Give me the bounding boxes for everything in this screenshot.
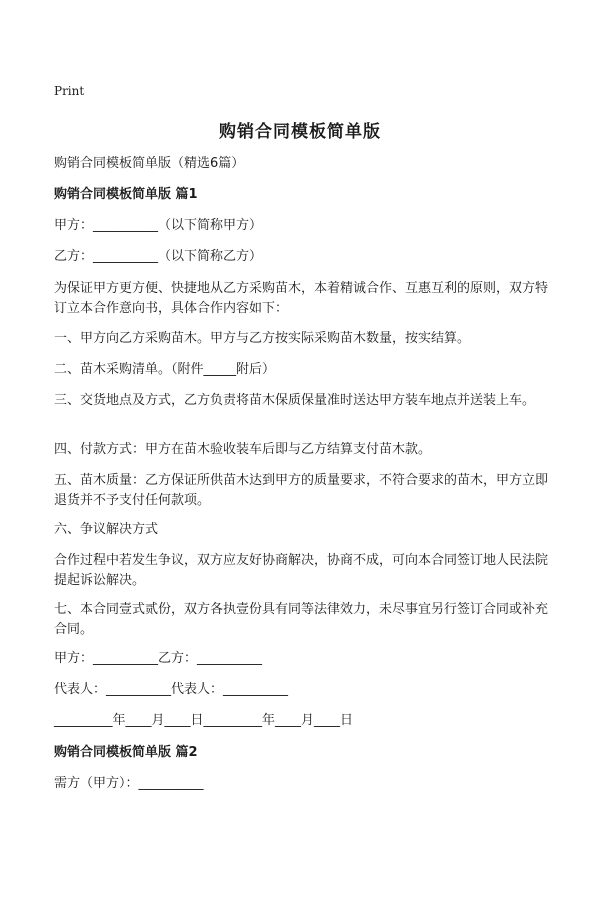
- party-a-line: 甲方：__________（以下简称甲方）: [54, 218, 263, 233]
- clause-3: 三、交货地点及方式，乙方负责将苗木保质保量准时送达甲方装车地点并送装上车。: [54, 393, 536, 408]
- intro-paragraph: 为保证甲方更方便、快捷地从乙方采购苗木，本着精诚合作、互惠互利的原则，双方特订立本合作意向书，具体合作内容如下：: [54, 281, 549, 316]
- signature-representatives: 代表人：__________代表人：__________: [54, 682, 289, 697]
- section-heading-2: 购销合同模板简单版 篇2: [54, 745, 198, 760]
- signature-parties: 甲方：__________乙方：__________: [54, 651, 263, 666]
- print-link[interactable]: Print: [54, 84, 85, 98]
- section-heading-1: 购销合同模板简单版 篇1: [54, 187, 198, 202]
- signature-dates: _________年____月____日_________年____月____日: [54, 713, 354, 728]
- buyer-line: 需方（甲方）：__________: [54, 776, 204, 791]
- party-b-line: 乙方：__________（以下简称乙方）: [54, 249, 263, 264]
- clause-2: 二、苗木采购清单。（附件_____附后）: [54, 362, 276, 377]
- document-title: 购销合同模板简单版: [219, 122, 381, 142]
- document-subtitle: 购销合同模板简单版（精选6篇）: [54, 156, 245, 171]
- clause-6-heading: 六、争议解决方式: [54, 522, 159, 537]
- clause-6-body: 合作过程中若发生争议，双方应友好协商解决，协商不成，可向本合同签订地人民法院提起诉讼解决。: [54, 553, 549, 588]
- clause-4: 四、付款方式：甲方在苗木验收装车后即与乙方结算支付苗木款。: [54, 442, 432, 457]
- clause-1: 一、甲方向乙方采购苗木。甲方与乙方按实际采购苗木数量，按实结算。: [54, 331, 471, 346]
- clause-5: 五、苗木质量：乙方保证所供苗木达到甲方的质量要求，不符合要求的苗木，甲方立即退货并不予支付任何款项。: [54, 473, 549, 508]
- clause-7: 七、本合同壹式贰份，双方各执壹份具有同等法律效力，未尽事宜另行签订合同或补充合同。: [54, 602, 549, 637]
